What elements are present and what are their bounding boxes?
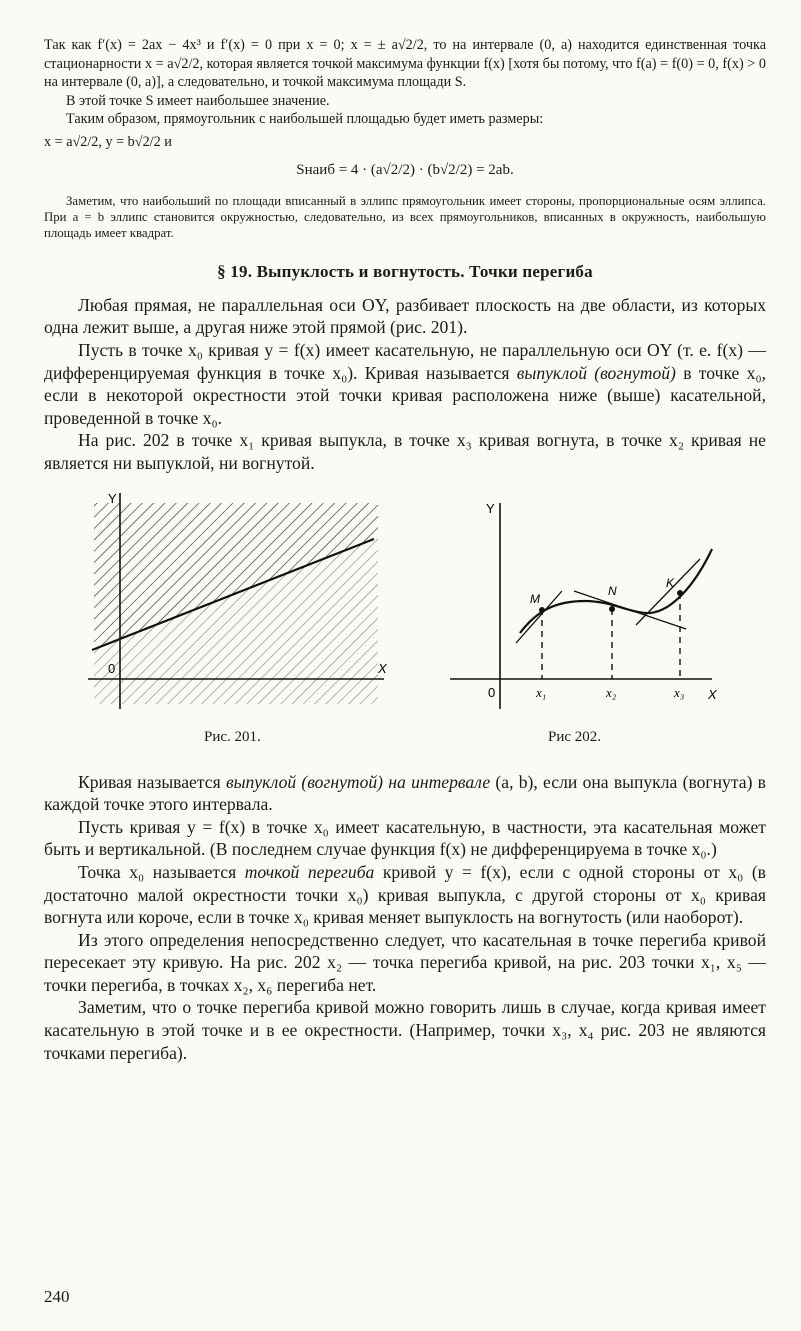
formula-max-area: Sнаиб = 4 · (a√2/2) · (b√2/2) = 2ab. [296,161,514,178]
paragraph-fig202-description: На рис. 202 в точке x₁ кривая выпукла, в точке x₃ кривая вогнута, в точке x₂ кривая не является ни выпуклой, ни вогнутой. [44,430,766,473]
note-ellipse [44,193,766,242]
origin-label: 0 [488,684,496,700]
figure-201 [88,489,388,711]
label-n: N [608,583,617,598]
text-run: кривой y = f(x), если с одной стороны от x₀ (в достаточно малой окрестности точки x₀) кривая выпукла, с другой стороны от x₀ кривая вогнута или короче, если в точке x₀ кривая меняет выпуклость на вогнутость (или наоборот). [44,861,766,928]
top-text-block [44,36,766,129]
y-axis-label: Y [108,490,117,506]
tick-x1: x₁ [536,684,547,700]
paragraph-inflection-definition [44,861,766,929]
caption-fig202: Рис 202. [548,728,602,745]
paragraph-interval-convexity [44,771,766,816]
text-run: Пусть в точке x₀ кривая y = f(x) имеет касательную, не параллельную оси OY (т. е. f(x) — дифференцируемая функция в точке x₀). Кривая называется [44,339,766,383]
caption-fig201: Рис. 201. [204,728,261,745]
note-text: Заметим, что наибольший по площади вписанный в эллипс прямоугольник имеет стороны, пропорциональные осям эллипса. При a = b эллипс становится окружностью, следовательно, из всех прямоугольников, вписанных в окружность, наибольшую площадь имеет квадрат. [44,193,766,241]
tangent-k [636,559,700,625]
point-n [609,606,615,612]
formula-dimensions: x = a√2/2, y = b√2/2 и [44,133,172,150]
section-title: § 19. Выпуклость и вогнутость. Точки перегиба [217,261,593,281]
paragraph-vertical-tangent: Пусть кривая y = f(x) в точке x₀ имеет касательную, в частности, эта касательная может быть и вертикальной. (В последнем случае функция f(x) не дифференцируема в точке x₀.) [44,816,766,860]
paragraph-rectangle-dims: Таким образом, прямоугольник с наибольшей площадью будет иметь размеры: [66,111,544,128]
paragraph-convex-definition [44,339,766,429]
tick-x2: x₂ [606,684,617,700]
x-axis-label: X [708,686,717,702]
tangent-n [574,591,686,629]
label-k: K [666,575,675,590]
x-axis-label: X [378,660,387,676]
label-m: M [530,591,540,606]
paragraph-max-value: В этой точке S имеет наибольшее значение. [66,92,330,109]
page-content [44,36,766,1064]
paragraph-line-divides-plane: Любая прямая, не параллельная оси OY, разбивает плоскость на две области, из которых одна лежит выше, а другая ниже этой прямой (рис. 201). [44,294,766,338]
term-inflection-point: точкой перегиба [244,861,375,882]
page-number: 240 [44,1287,70,1306]
figures-row [44,489,766,761]
paragraph-stationary-point: Так как f′(x) = 2ax − 4x³ и f′(x) = 0 при x = 0; x = ± a√2/2, то на интервале (0, a) находится единственная точка стационарности x = a√2/2, которая является точкой максимума функции f(x) [хотя бы потому, что f(a) = f(0) = 0, f(x) > 0 на интервале (0, a)], а следовательно, и точкой максимума площади S. [44,37,766,91]
main-text-block-2 [44,771,766,1065]
origin-label: 0 [108,660,116,676]
y-axis-label: Y [486,500,495,516]
figure-202 [450,489,766,711]
text-run: в точке x₀, если в некоторой окрестности этой точки кривая расположена ниже (выше) касательной, проведенной в точке x₀. [44,362,766,428]
term-convex: выпуклой (вогнутой) [516,362,676,383]
text-run: Кривая называется [78,771,226,792]
term-interval-convex: выпуклой (вогнутой) на интервале [225,771,491,792]
point-m [539,607,545,613]
paragraph-tangent-crosses: Из этого определения непосредственно следует, что касательная в точке перегиба кривой пересекает эту кривую. На рис. 202 x₂ — точка перегиба кривой, на рис. 203 точки x₁, x₅ — точки перегиба, в точках x₂, x₆ перегиба нет. [44,929,766,995]
tick-x3: x₃ [674,684,685,700]
paragraph-inflection-remark: Заметим, что о точке перегиба кривой можно говорить лишь в случае, когда кривая имеет касательную в этой точке и в ее окрестности. (Например, точки x₃, x₄ рис. 203 не являются точками перегиба). [44,997,766,1063]
text-run: Точка x₀ называется [78,861,245,882]
main-text-block-1 [44,294,766,475]
point-k [677,590,683,596]
text-run: (a, b), если она выпукла (вогнута) в каждой точке этого интервала. [44,771,766,815]
